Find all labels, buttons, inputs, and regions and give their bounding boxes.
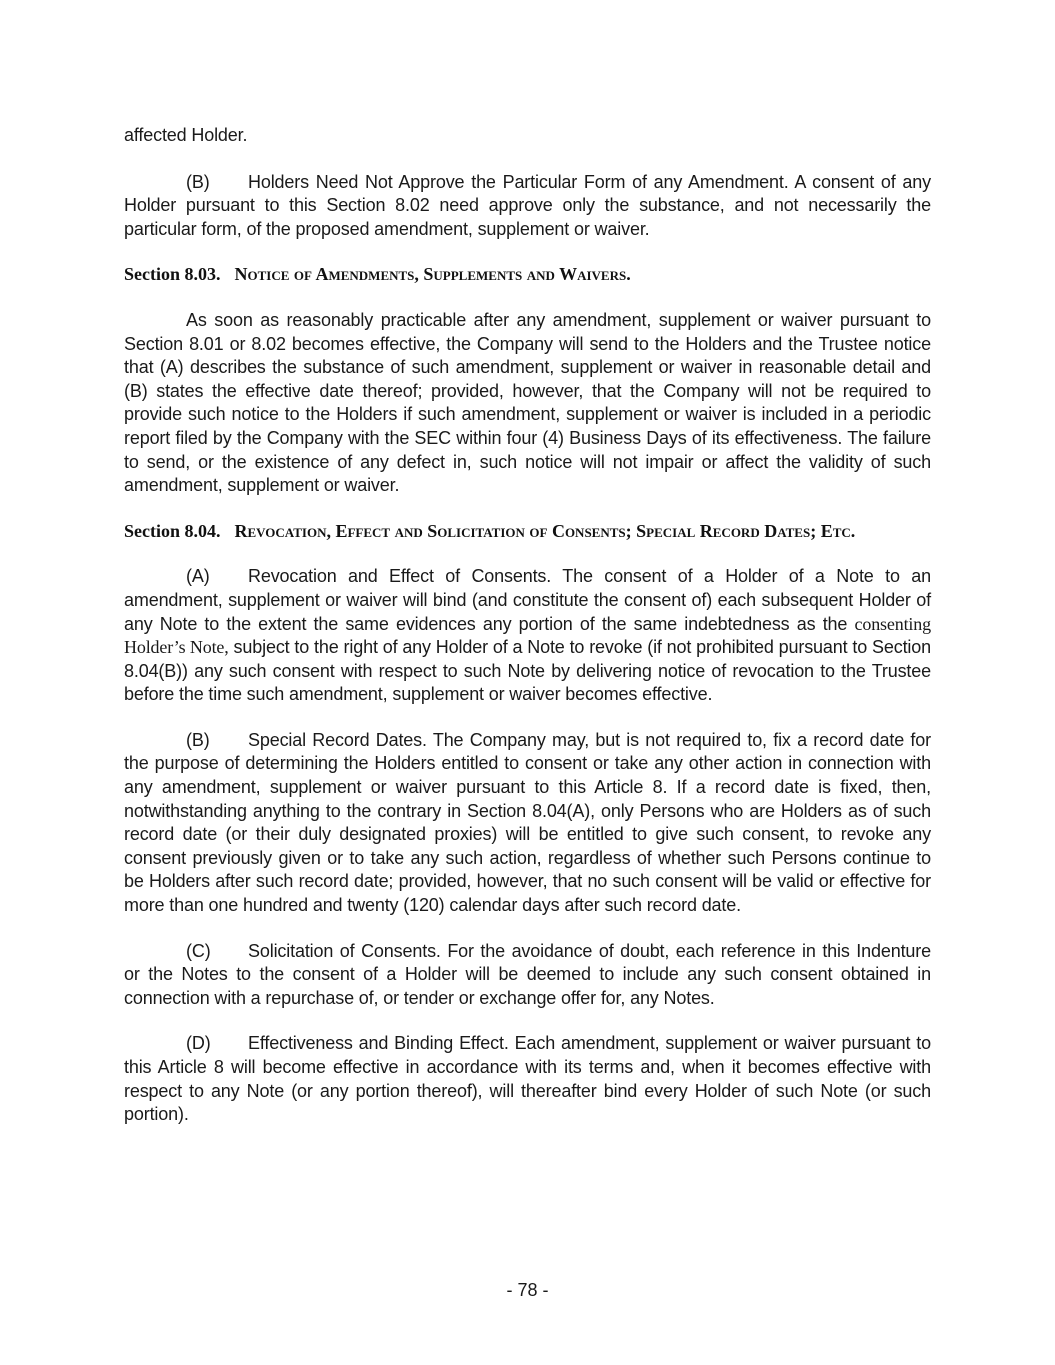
paragraph-notice-of-amendments: As soon as reasonably practicable after any amendment, supplement or waiver pursuant to Section 8.01 or 8.02 becomes effective, the Company will send to the Holders and the Trustee notice that (A) describes the substance of such amendment, supplement or waiver in reasonable detail and (B) states the effective date thereof; provided, however, that the Company will not be required to provide such notice to the Holders if such amendment, supplement or waiver is included in a periodic report filed by the Company with the SEC within four (4) Business Days of its effectiveness. The failure to send, or the existence of any defect in, such notice will not impair or affect the validity of such amendment, supplement or waiver. xyxy=(124,309,931,496)
document-page xyxy=(124,124,931,1149)
section-number: Section 8.04. xyxy=(124,520,221,541)
paragraph-text: Effectiveness and Binding Effect. Each amendment, supplement or waiver pursuant to this Article 8 will become effective in accordance with its terms and, when it becomes effective with respect to any Note (or any portion thereof), will thereafter bind every Holder of such Note (or such portion). xyxy=(124,1033,931,1125)
section-heading-8-04 xyxy=(124,520,931,544)
paragraph-c-solicitation xyxy=(124,940,931,1011)
clause-label: (B) xyxy=(186,171,210,192)
paragraph-b-holders-need-not-approve xyxy=(124,171,931,242)
clause-label: (A) xyxy=(186,566,210,587)
continuation-line: affected Holder. xyxy=(124,125,248,145)
paragraph-text-serif: consenting Holder’s Note, xyxy=(124,613,931,658)
clause-label: (B) xyxy=(186,729,210,750)
page-number: - 78 - xyxy=(506,1280,549,1300)
section-number: Section 8.03. xyxy=(124,264,221,285)
paragraph-d-effectiveness xyxy=(124,1032,931,1126)
section-title: Revocation, Effect and Solicitation of Consents; Special Record Dates; Etc. xyxy=(234,520,856,541)
paragraph-text: subject to the right of any Holder of a Note to revoke (if not prohibited pursuant to Section 8.04(B)) any such consent with respect to such Note by delivering notice of revocation to the Trustee before the time such amendment, supplement or waiver becomes effective. xyxy=(124,637,931,705)
paragraph-b-special-record-dates xyxy=(124,729,931,918)
section-heading-8-03 xyxy=(124,263,931,287)
paragraph-text: Holders Need Not Approve the Particular Form of any Amendment. A consent of any Holder pursuant to this Section 8.02 need approve only the substance, and not necessarily the particular form, of the proposed amendment, supplement or waiver. xyxy=(124,171,931,239)
clause-label: (D) xyxy=(186,1033,211,1054)
paragraph-text: Solicitation of Consents. For the avoidance of doubt, each reference in this Indenture or the Notes to the consent of a Holder will be deemed to include any such consent obtained in connection with a repurchase of, or tender or exchange offer for, any Notes. xyxy=(124,940,931,1008)
section-title: Notice of Amendments, Supplements and Waivers. xyxy=(234,264,631,285)
paragraph-text: Special Record Dates. The Company may, but is not required to, fix a record date for the purpose of determining the Holders entitled to consent or take any other action in connection with any amendment, supplement or waiver pursuant to this Article 8. If a record date is fixed, then, notwithstanding anything to the contrary in Section 8.04(A), only Persons who are Holders as of such record date (or their duly designated proxies) will be entitled to give such consent, to revoke any consent previously given or to take any such action, regardless of whether such Persons continue to be Holders after such record date; provided, however, that no such consent will be valid or effective for more than one hundred and twenty (120) calendar days after such record date. xyxy=(124,729,931,916)
paragraph-a-revocation xyxy=(124,565,931,707)
paragraph-text: Revocation and Effect of Consents. The consent of a Holder of a Note to an amendment, supplement or waiver will bind (and constitute the consent of) each subsequent Holder of any Note to the extent the same evidences any portion of the same indebtedness as the xyxy=(124,566,931,634)
clause-label: (C) xyxy=(186,940,211,961)
